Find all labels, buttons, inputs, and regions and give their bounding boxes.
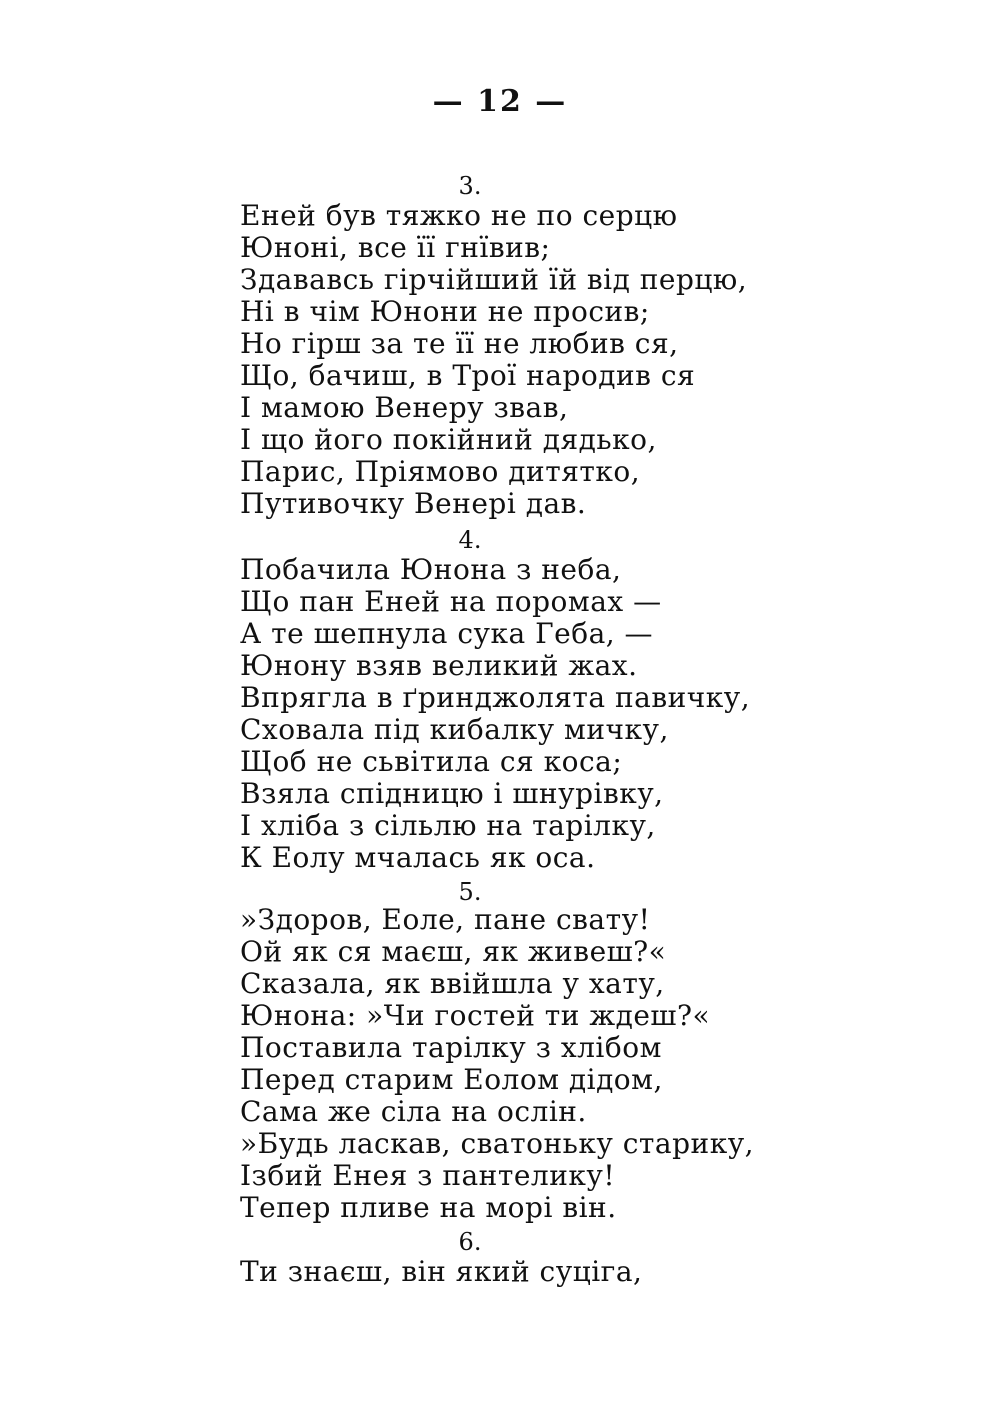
verse-line: Но гірш за те її не любив ся,	[240, 327, 679, 360]
verse-line: Еней був тяжко не по серцю	[240, 199, 678, 232]
verse-line: І що його покійний дядько,	[240, 423, 657, 456]
verse-line: Путивочку Венері дав.	[240, 487, 587, 520]
verse-line: Парис, Пріямово дитятко,	[240, 455, 641, 488]
stanza-number: 6.	[458, 1228, 482, 1256]
verse-line: »Будь ласкав, сватоньку старику,	[240, 1127, 755, 1160]
verse-line: Побачила Юнона з неба,	[240, 553, 622, 586]
verse-line: Здававсь гірчійший їй від перцю,	[240, 263, 748, 296]
verse-line: К Еолу мчалась як оса.	[240, 841, 596, 874]
verse-line: Ой як ся маєш, як живеш?«	[240, 935, 667, 968]
verse-line: Юноні, все її гнївив;	[240, 231, 551, 264]
verse-line: Впрягла в ґринджолята павичку,	[240, 681, 751, 714]
verse-line: Юнону взяв великий жах.	[240, 649, 638, 682]
verse-line: Що пан Еней на поромах —	[240, 585, 662, 618]
verse-line: Перед старим Еолом дідом,	[240, 1063, 663, 1096]
verse-line: Ізбий Енея з пантелику!	[240, 1159, 616, 1192]
verse-line: »Здоров, Еоле, пане свату!	[240, 903, 651, 936]
verse-line: Ти знаєш, він який суціга,	[240, 1255, 643, 1288]
page-number: — 12 —	[432, 84, 568, 119]
verse-line: І мамою Венеру звав,	[240, 391, 569, 424]
verse-line: Тепер пливе на морі він.	[240, 1191, 617, 1224]
verse-line: І хліба з сільлю на тарілку,	[240, 809, 656, 842]
stanza-number: 5.	[458, 878, 482, 906]
stanza-number: 4.	[458, 526, 482, 554]
verse-line: Сказала, як ввійшла у хату,	[240, 967, 665, 1000]
verse-line: Що, бачиш, в Трої народив ся	[240, 359, 696, 392]
verse-line: Юнона: »Чи гостей ти ждеш?«	[240, 999, 711, 1032]
verse-line: Ні в чім Юнони не просив;	[240, 295, 650, 328]
verse-line: Сама же сіла на ослін.	[240, 1095, 587, 1128]
verse-line: Сховала під кибалку мичку,	[240, 713, 669, 746]
verse-line: А те шепнула сука Геба, —	[240, 617, 654, 650]
verse-line: Поставила тарілку з хлібом	[240, 1031, 662, 1064]
stanza-number: 3.	[458, 172, 482, 200]
verse-line: Взяла спідницю і шнурівку,	[240, 777, 664, 810]
verse-line: Щоб не сьвітила ся коса;	[240, 745, 623, 778]
